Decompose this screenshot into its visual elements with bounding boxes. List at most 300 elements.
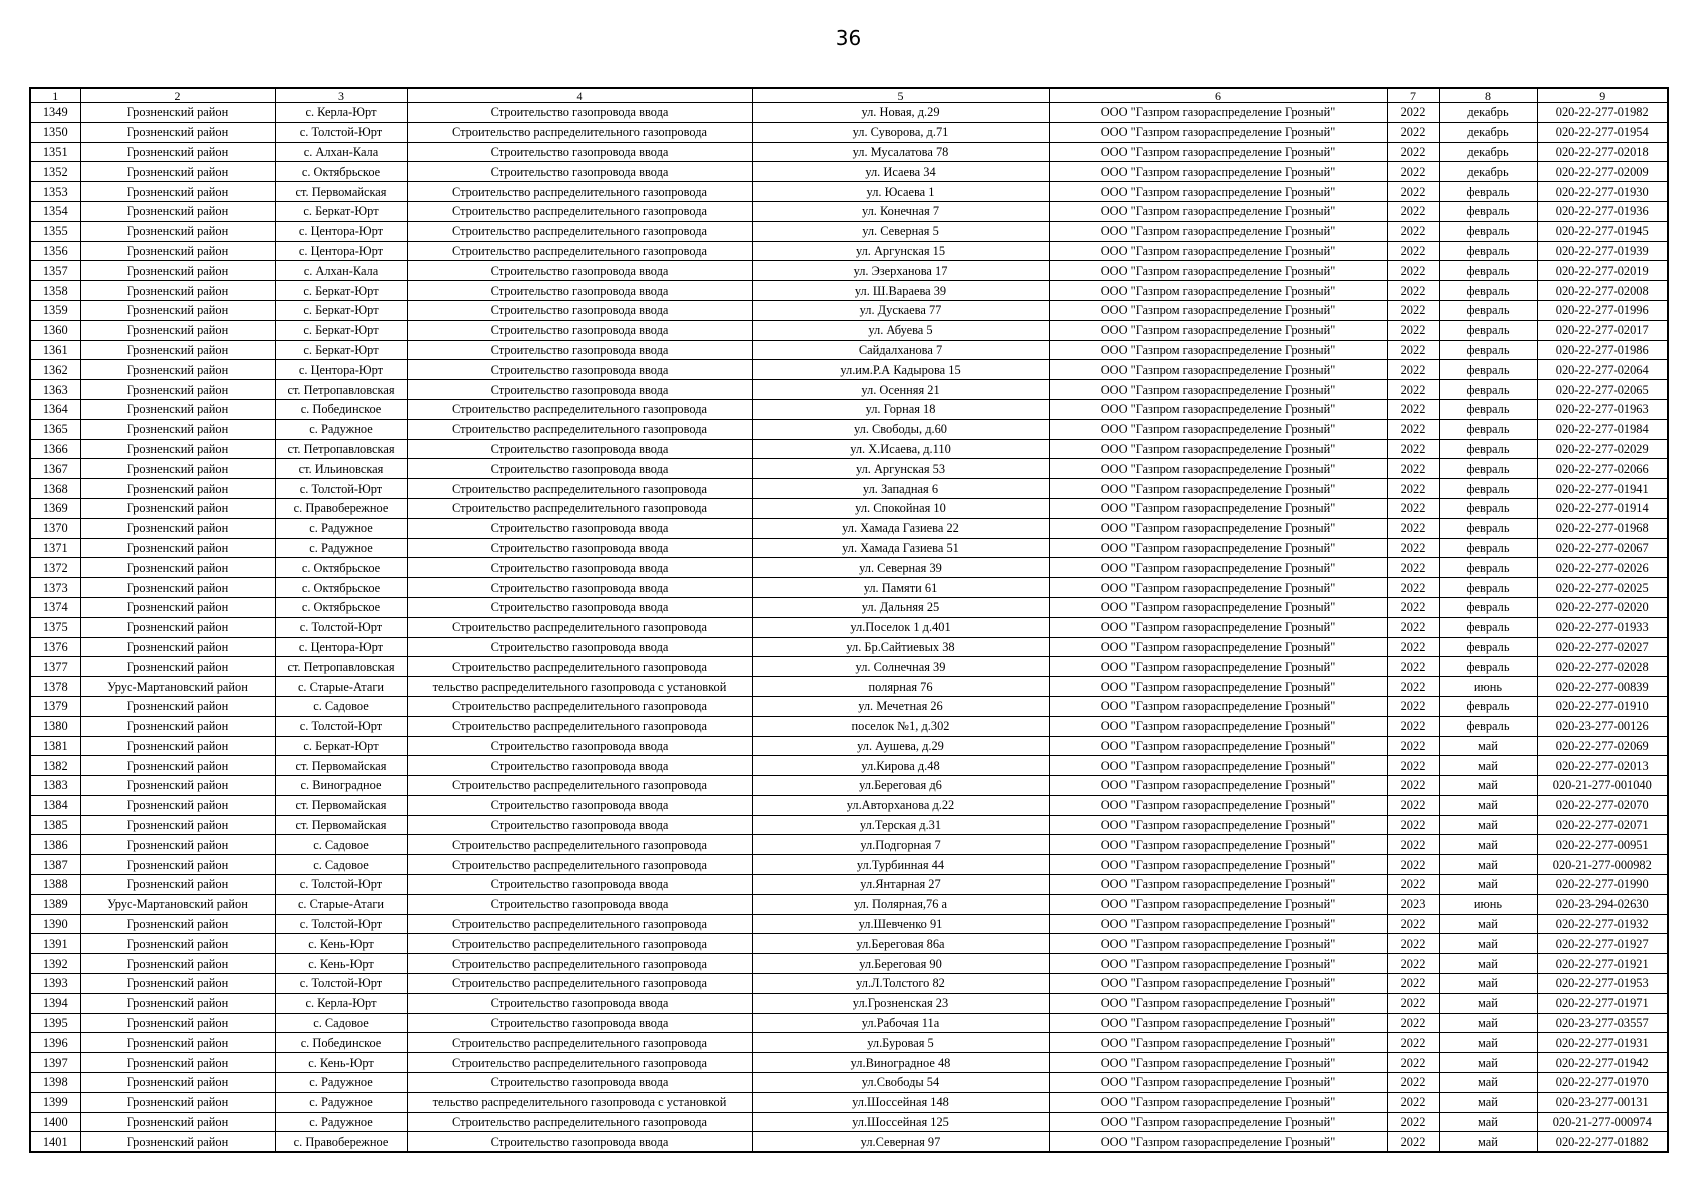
year-cell: 2022 — [1387, 518, 1439, 538]
work-type-cell: Строительство распределительного газопровода — [407, 479, 752, 499]
month-cell: май — [1439, 1033, 1537, 1053]
page-number: 36 — [835, 26, 862, 50]
table-row — [30, 241, 1668, 261]
month-cell: февраль — [1439, 399, 1537, 419]
settlement-cell: с. Толстой-Юрт — [275, 875, 407, 895]
year-cell: 2022 — [1387, 538, 1439, 558]
work-type-cell: Строительство газопровода ввода — [407, 558, 752, 578]
year-cell: 2022 — [1387, 855, 1439, 875]
year-cell: 2022 — [1387, 419, 1439, 439]
row-number-cell: 1397 — [30, 1053, 80, 1073]
organization-cell: ООО "Газпром газораспределение Грозный" — [1049, 558, 1387, 578]
row-number-cell: 1383 — [30, 776, 80, 796]
year-cell: 2022 — [1387, 459, 1439, 479]
work-type-cell: Строительство распределительного газопровода — [407, 182, 752, 202]
address-cell: ул.Поселок 1 д.401 — [752, 617, 1049, 637]
column-header: 9 — [1537, 88, 1668, 103]
row-number-cell: 1364 — [30, 399, 80, 419]
settlement-cell: с. Центора-Юрт — [275, 360, 407, 380]
address-cell: ул.Береговая д6 — [752, 776, 1049, 796]
registration-number-cell: 020-22-277-01921 — [1537, 954, 1668, 974]
month-cell: июнь — [1439, 894, 1537, 914]
work-type-cell: Строительство газопровода ввода — [407, 894, 752, 914]
address-cell: ул.Шоссейная 148 — [752, 1092, 1049, 1112]
address-cell: ул. Аргунская 15 — [752, 241, 1049, 261]
registration-number-cell: 020-22-277-01914 — [1537, 498, 1668, 518]
organization-cell: ООО "Газпром газораспределение Грозный" — [1049, 320, 1387, 340]
work-type-cell: тельство распределительного газопровода с установкой — [407, 677, 752, 697]
district-cell: Грозненский район — [80, 340, 275, 360]
month-cell: май — [1439, 815, 1537, 835]
district-cell: Грозненский район — [80, 162, 275, 182]
registration-number-cell: 020-22-277-01953 — [1537, 974, 1668, 994]
settlement-cell: с. Радужное — [275, 538, 407, 558]
address-cell: ул. Дальняя 25 — [752, 597, 1049, 617]
year-cell: 2022 — [1387, 756, 1439, 776]
settlement-cell: ст. Первомайская — [275, 756, 407, 776]
year-cell: 2022 — [1387, 340, 1439, 360]
table-row — [30, 498, 1668, 518]
organization-cell: ООО "Газпром газораспределение Грозный" — [1049, 360, 1387, 380]
registration-number-cell: 020-22-277-00839 — [1537, 677, 1668, 697]
column-header: 1 — [30, 88, 80, 103]
month-cell: май — [1439, 835, 1537, 855]
month-cell: февраль — [1439, 320, 1537, 340]
row-number-cell: 1376 — [30, 637, 80, 657]
organization-cell: ООО "Газпром газораспределение Грозный" — [1049, 1073, 1387, 1093]
district-cell: Грозненский район — [80, 221, 275, 241]
settlement-cell: ст. Первомайская — [275, 815, 407, 835]
year-cell: 2022 — [1387, 122, 1439, 142]
row-number-cell: 1358 — [30, 281, 80, 301]
row-number-cell: 1393 — [30, 974, 80, 994]
row-number-cell: 1367 — [30, 459, 80, 479]
year-cell: 2022 — [1387, 795, 1439, 815]
month-cell: май — [1439, 875, 1537, 895]
address-cell: ул.Авторханова д.22 — [752, 795, 1049, 815]
table-row — [30, 1092, 1668, 1112]
settlement-cell: с. Радужное — [275, 1092, 407, 1112]
registration-number-cell: 020-22-277-01910 — [1537, 696, 1668, 716]
month-cell: февраль — [1439, 597, 1537, 617]
work-type-cell: Строительство распределительного газопровода — [407, 855, 752, 875]
settlement-cell: ст. Первомайская — [275, 795, 407, 815]
work-type-cell: Строительство распределительного газопровода — [407, 1033, 752, 1053]
table-row — [30, 122, 1668, 142]
work-type-cell: Строительство газопровода ввода — [407, 320, 752, 340]
address-cell: ул.Шоссейная 125 — [752, 1112, 1049, 1132]
work-type-cell: Строительство газопровода ввода — [407, 756, 752, 776]
table-row — [30, 518, 1668, 538]
table-row — [30, 300, 1668, 320]
settlement-cell: с. Радужное — [275, 1073, 407, 1093]
row-number-cell: 1385 — [30, 815, 80, 835]
settlement-cell: с. Радужное — [275, 1112, 407, 1132]
table-row — [30, 162, 1668, 182]
registration-number-cell: 020-23-277-00131 — [1537, 1092, 1668, 1112]
organization-cell: ООО "Газпром газораспределение Грозный" — [1049, 1053, 1387, 1073]
organization-cell: ООО "Газпром газораспределение Грозный" — [1049, 142, 1387, 162]
table-row — [30, 103, 1668, 123]
organization-cell: ООО "Газпром газораспределение Грозный" — [1049, 459, 1387, 479]
settlement-cell: с. Керла-Юрт — [275, 993, 407, 1013]
district-cell: Грозненский район — [80, 459, 275, 479]
row-number-cell: 1378 — [30, 677, 80, 697]
settlement-cell: с. Правобережное — [275, 1132, 407, 1152]
district-cell: Грозненский район — [80, 875, 275, 895]
table-row — [30, 201, 1668, 221]
district-cell: Грозненский район — [80, 716, 275, 736]
work-type-cell: Строительство распределительного газопровода — [407, 716, 752, 736]
table-row — [30, 538, 1668, 558]
year-cell: 2022 — [1387, 914, 1439, 934]
year-cell: 2022 — [1387, 1092, 1439, 1112]
year-cell: 2022 — [1387, 1112, 1439, 1132]
organization-cell: ООО "Газпром газораспределение Грозный" — [1049, 736, 1387, 756]
registration-number-cell: 020-22-277-01882 — [1537, 1132, 1668, 1152]
row-number-cell: 1357 — [30, 261, 80, 281]
table-row — [30, 1053, 1668, 1073]
table-row — [30, 360, 1668, 380]
registration-number-cell: 020-22-277-01984 — [1537, 419, 1668, 439]
table-row — [30, 617, 1668, 637]
address-cell: ул.Терская д.31 — [752, 815, 1049, 835]
district-cell: Грозненский район — [80, 281, 275, 301]
settlement-cell: с. Октябрьское — [275, 162, 407, 182]
year-cell: 2022 — [1387, 380, 1439, 400]
year-cell: 2022 — [1387, 221, 1439, 241]
registration-number-cell: 020-22-277-02025 — [1537, 578, 1668, 598]
row-number-cell: 1355 — [30, 221, 80, 241]
month-cell: февраль — [1439, 380, 1537, 400]
settlement-cell: с. Толстой-Юрт — [275, 716, 407, 736]
address-cell: ул. Солнечная 39 — [752, 657, 1049, 677]
address-cell: ул. Абуева 5 — [752, 320, 1049, 340]
organization-cell: ООО "Газпром газораспределение Грозный" — [1049, 340, 1387, 360]
year-cell: 2022 — [1387, 637, 1439, 657]
address-cell: ул.Береговая 86а — [752, 934, 1049, 954]
row-number-cell: 1377 — [30, 657, 80, 677]
row-number-cell: 1395 — [30, 1013, 80, 1033]
work-type-cell: Строительство распределительного газопровода — [407, 974, 752, 994]
month-cell: февраль — [1439, 182, 1537, 202]
month-cell: февраль — [1439, 716, 1537, 736]
month-cell: февраль — [1439, 300, 1537, 320]
district-cell: Грозненский район — [80, 954, 275, 974]
registration-number-cell: 020-22-277-02070 — [1537, 795, 1668, 815]
district-cell: Грозненский район — [80, 1053, 275, 1073]
table-row — [30, 558, 1668, 578]
organization-cell: ООО "Газпром газораспределение Грозный" — [1049, 894, 1387, 914]
row-number-cell: 1375 — [30, 617, 80, 637]
registration-number-cell: 020-21-277-000982 — [1537, 855, 1668, 875]
table-row — [30, 736, 1668, 756]
address-cell: ул.Шевченко 91 — [752, 914, 1049, 934]
address-cell: ул. Мусалатова 78 — [752, 142, 1049, 162]
address-cell: ул. Горная 18 — [752, 399, 1049, 419]
organization-cell: ООО "Газпром газораспределение Грозный" — [1049, 221, 1387, 241]
address-cell: ул. Северная 5 — [752, 221, 1049, 241]
work-type-cell: Строительство распределительного газопровода — [407, 1053, 752, 1073]
district-cell: Грозненский район — [80, 558, 275, 578]
month-cell: май — [1439, 1112, 1537, 1132]
table-row — [30, 597, 1668, 617]
registration-number-cell: 020-22-277-02027 — [1537, 637, 1668, 657]
registration-number-cell: 020-22-277-02018 — [1537, 142, 1668, 162]
registration-number-cell: 020-22-277-01954 — [1537, 122, 1668, 142]
district-cell: Грозненский район — [80, 419, 275, 439]
organization-cell: ООО "Газпром газораспределение Грозный" — [1049, 261, 1387, 281]
month-cell: февраль — [1439, 340, 1537, 360]
settlement-cell: ст. Ильиновская — [275, 459, 407, 479]
month-cell: май — [1439, 736, 1537, 756]
settlement-cell: с. Толстой-Юрт — [275, 914, 407, 934]
column-number-row — [30, 88, 1668, 103]
registration-number-cell: 020-22-277-01936 — [1537, 201, 1668, 221]
row-number-cell: 1391 — [30, 934, 80, 954]
row-number-cell: 1401 — [30, 1132, 80, 1152]
settlement-cell: ст. Первомайская — [275, 182, 407, 202]
settlement-cell: с. Керла-Юрт — [275, 103, 407, 123]
district-cell: Грозненский район — [80, 380, 275, 400]
work-type-cell: Строительство распределительного газопровода — [407, 241, 752, 261]
year-cell: 2022 — [1387, 558, 1439, 578]
organization-cell: ООО "Газпром газораспределение Грозный" — [1049, 518, 1387, 538]
work-type-cell: Строительство газопровода ввода — [407, 518, 752, 538]
organization-cell: ООО "Газпром газораспределение Грозный" — [1049, 439, 1387, 459]
address-cell: ул.им.Р.А Кадырова 15 — [752, 360, 1049, 380]
work-type-cell: Строительство газопровода ввода — [407, 736, 752, 756]
year-cell: 2022 — [1387, 498, 1439, 518]
settlement-cell: с. Беркат-Юрт — [275, 736, 407, 756]
month-cell: май — [1439, 795, 1537, 815]
year-cell: 2022 — [1387, 677, 1439, 697]
organization-cell: ООО "Газпром газораспределение Грозный" — [1049, 974, 1387, 994]
year-cell: 2022 — [1387, 835, 1439, 855]
work-type-cell: Строительство газопровода ввода — [407, 795, 752, 815]
table-row — [30, 320, 1668, 340]
year-cell: 2022 — [1387, 716, 1439, 736]
work-type-cell: Строительство газопровода ввода — [407, 459, 752, 479]
address-cell: ул.Кирова д.48 — [752, 756, 1049, 776]
settlement-cell: с. Толстой-Юрт — [275, 122, 407, 142]
address-cell: ул. Новая, д.29 — [752, 103, 1049, 123]
registration-number-cell: 020-22-277-02008 — [1537, 281, 1668, 301]
row-number-cell: 1363 — [30, 380, 80, 400]
month-cell: май — [1439, 974, 1537, 994]
month-cell: февраль — [1439, 518, 1537, 538]
district-cell: Грозненский район — [80, 122, 275, 142]
table-row — [30, 261, 1668, 281]
address-cell: ул.Турбинная 44 — [752, 855, 1049, 875]
settlement-cell: с. Беркат-Юрт — [275, 281, 407, 301]
address-cell: ул. Аушева, д.29 — [752, 736, 1049, 756]
settlement-cell: с. Центора-Юрт — [275, 221, 407, 241]
month-cell: декабрь — [1439, 103, 1537, 123]
address-cell: ул. Северная 39 — [752, 558, 1049, 578]
work-type-cell: Строительство газопровода ввода — [407, 1073, 752, 1093]
settlement-cell: с. Толстой-Юрт — [275, 617, 407, 637]
district-cell: Урус-Мартановский район — [80, 894, 275, 914]
district-cell: Грозненский район — [80, 1033, 275, 1053]
year-cell: 2022 — [1387, 320, 1439, 340]
organization-cell: ООО "Газпром газораспределение Грозный" — [1049, 538, 1387, 558]
month-cell: февраль — [1439, 538, 1537, 558]
table-row — [30, 716, 1668, 736]
month-cell: май — [1439, 1092, 1537, 1112]
work-type-cell: Строительство газопровода ввода — [407, 1013, 752, 1033]
district-cell: Грозненский район — [80, 974, 275, 994]
organization-cell: ООО "Газпром газораспределение Грозный" — [1049, 934, 1387, 954]
table-row — [30, 875, 1668, 895]
settlement-cell: с. Алхан-Кала — [275, 142, 407, 162]
settlement-cell: с. Радужное — [275, 419, 407, 439]
work-type-cell: Строительство газопровода ввода — [407, 815, 752, 835]
table-row — [30, 1112, 1668, 1132]
organization-cell: ООО "Газпром газораспределение Грозный" — [1049, 1033, 1387, 1053]
district-cell: Грозненский район — [80, 578, 275, 598]
address-cell: ул. Западная 6 — [752, 479, 1049, 499]
settlement-cell: с. Кень-Юрт — [275, 1053, 407, 1073]
row-number-cell: 1394 — [30, 993, 80, 1013]
row-number-cell: 1352 — [30, 162, 80, 182]
registration-number-cell: 020-22-277-02020 — [1537, 597, 1668, 617]
organization-cell: ООО "Газпром газораспределение Грозный" — [1049, 399, 1387, 419]
district-cell: Грозненский район — [80, 399, 275, 419]
row-number-cell: 1389 — [30, 894, 80, 914]
year-cell: 2022 — [1387, 399, 1439, 419]
work-type-cell: Строительство газопровода ввода — [407, 637, 752, 657]
year-cell: 2022 — [1387, 597, 1439, 617]
district-cell: Грозненский район — [80, 1073, 275, 1093]
row-number-cell: 1392 — [30, 954, 80, 974]
address-cell: ул.Северная 97 — [752, 1132, 1049, 1152]
work-type-cell: Строительство газопровода ввода — [407, 162, 752, 182]
address-cell: ул.Подгорная 7 — [752, 835, 1049, 855]
year-cell: 2022 — [1387, 182, 1439, 202]
month-cell: май — [1439, 954, 1537, 974]
settlement-cell: с. Садовое — [275, 1013, 407, 1033]
district-cell: Грозненский район — [80, 776, 275, 796]
organization-cell: ООО "Газпром газораспределение Грозный" — [1049, 103, 1387, 123]
registration-number-cell: 020-22-277-01982 — [1537, 103, 1668, 123]
row-number-cell: 1380 — [30, 716, 80, 736]
registration-number-cell: 020-23-277-00126 — [1537, 716, 1668, 736]
work-type-cell: Строительство распределительного газопровода — [407, 419, 752, 439]
district-cell: Грозненский район — [80, 795, 275, 815]
year-cell: 2022 — [1387, 261, 1439, 281]
organization-cell: ООО "Газпром газораспределение Грозный" — [1049, 815, 1387, 835]
settlement-cell: с. Правобережное — [275, 498, 407, 518]
registration-number-cell: 020-22-277-01945 — [1537, 221, 1668, 241]
table-row — [30, 974, 1668, 994]
work-type-cell: Строительство газопровода ввода — [407, 993, 752, 1013]
district-cell: Грозненский район — [80, 1013, 275, 1033]
settlement-cell: с. Беркат-Юрт — [275, 340, 407, 360]
month-cell: декабрь — [1439, 142, 1537, 162]
district-cell: Грозненский район — [80, 835, 275, 855]
year-cell: 2022 — [1387, 776, 1439, 796]
row-number-cell: 1386 — [30, 835, 80, 855]
year-cell: 2022 — [1387, 1053, 1439, 1073]
month-cell: май — [1439, 776, 1537, 796]
row-number-cell: 1362 — [30, 360, 80, 380]
year-cell: 2022 — [1387, 241, 1439, 261]
address-cell: ул.Грозненская 23 — [752, 993, 1049, 1013]
year-cell: 2022 — [1387, 1073, 1439, 1093]
district-cell: Грозненский район — [80, 241, 275, 261]
year-cell: 2022 — [1387, 439, 1439, 459]
organization-cell: ООО "Газпром газораспределение Грозный" — [1049, 657, 1387, 677]
settlement-cell: ст. Петропавловская — [275, 439, 407, 459]
table-row — [30, 894, 1668, 914]
organization-cell: ООО "Газпром газораспределение Грозный" — [1049, 597, 1387, 617]
registration-number-cell: 020-22-277-01930 — [1537, 182, 1668, 202]
district-cell: Грозненский район — [80, 201, 275, 221]
table-row — [30, 1073, 1668, 1093]
month-cell: февраль — [1439, 637, 1537, 657]
registration-number-cell: 020-22-277-01990 — [1537, 875, 1668, 895]
row-number-cell: 1382 — [30, 756, 80, 776]
year-cell: 2022 — [1387, 993, 1439, 1013]
address-cell: ул.Янтарная 27 — [752, 875, 1049, 895]
address-cell: ул. Дускаева 77 — [752, 300, 1049, 320]
work-type-cell: Строительство распределительного газопровода — [407, 914, 752, 934]
address-cell: ул.Свободы 54 — [752, 1073, 1049, 1093]
organization-cell: ООО "Газпром газораспределение Грозный" — [1049, 637, 1387, 657]
year-cell: 2022 — [1387, 281, 1439, 301]
work-type-cell: Строительство распределительного газопровода — [407, 617, 752, 637]
year-cell: 2023 — [1387, 894, 1439, 914]
organization-cell: ООО "Газпром газораспределение Грозный" — [1049, 993, 1387, 1013]
row-number-cell: 1350 — [30, 122, 80, 142]
address-cell: ул. Суворова, д.71 — [752, 122, 1049, 142]
district-cell: Грозненский район — [80, 914, 275, 934]
district-cell: Грозненский район — [80, 518, 275, 538]
district-cell: Грозненский район — [80, 439, 275, 459]
district-cell: Грозненский район — [80, 261, 275, 281]
district-cell: Грозненский район — [80, 498, 275, 518]
table-row — [30, 419, 1668, 439]
address-cell: ул. Свободы, д.60 — [752, 419, 1049, 439]
settlement-cell: ст. Петропавловская — [275, 380, 407, 400]
month-cell: июнь — [1439, 677, 1537, 697]
district-cell: Грозненский район — [80, 855, 275, 875]
district-cell: Грозненский район — [80, 597, 275, 617]
organization-cell: ООО "Газпром газораспределение Грозный" — [1049, 756, 1387, 776]
registration-number-cell: 020-21-277-000974 — [1537, 1112, 1668, 1132]
organization-cell: ООО "Газпром газораспределение Грозный" — [1049, 1013, 1387, 1033]
registration-number-cell: 020-22-277-01932 — [1537, 914, 1668, 934]
year-cell: 2022 — [1387, 360, 1439, 380]
month-cell: февраль — [1439, 479, 1537, 499]
year-cell: 2022 — [1387, 201, 1439, 221]
district-cell: Грозненский район — [80, 1132, 275, 1152]
organization-cell: ООО "Газпром газораспределение Грозный" — [1049, 578, 1387, 598]
organization-cell: ООО "Газпром газораспределение Грозный" — [1049, 162, 1387, 182]
address-cell: ул.Буровая 5 — [752, 1033, 1049, 1053]
district-cell: Грозненский район — [80, 696, 275, 716]
registration-number-cell: 020-22-277-00951 — [1537, 835, 1668, 855]
work-type-cell: Строительство газопровода ввода — [407, 142, 752, 162]
month-cell: февраль — [1439, 360, 1537, 380]
year-cell: 2022 — [1387, 142, 1439, 162]
organization-cell: ООО "Газпром газораспределение Грозный" — [1049, 776, 1387, 796]
registration-number-cell: 020-22-277-02009 — [1537, 162, 1668, 182]
month-cell: февраль — [1439, 617, 1537, 637]
month-cell: февраль — [1439, 419, 1537, 439]
district-cell: Грозненский район — [80, 300, 275, 320]
